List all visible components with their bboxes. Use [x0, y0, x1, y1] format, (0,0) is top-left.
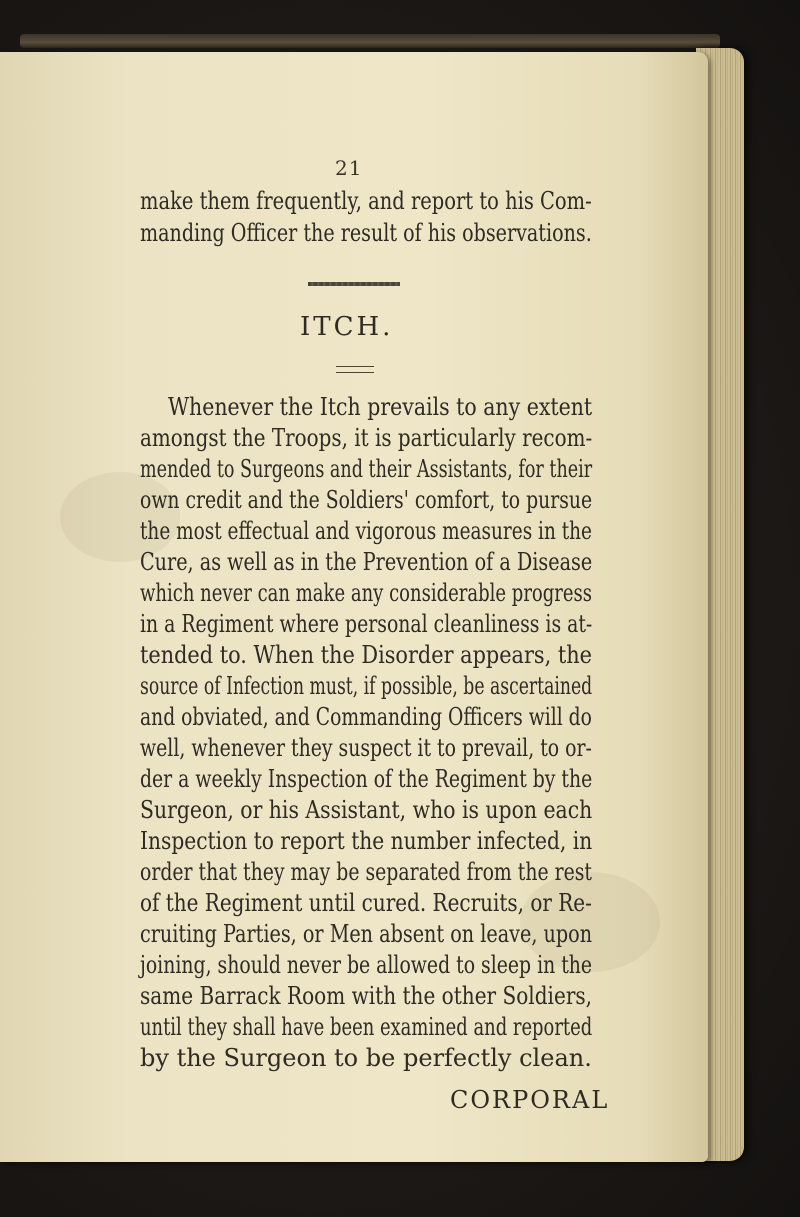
- text-line: until they shall have been examined and reported: [140, 1012, 593, 1041]
- text-line: Surgeon, or his Assistant, who is upon each: [140, 795, 593, 824]
- text-line: own credit and the Soldiers' comfort, to pursue: [140, 485, 593, 514]
- text-line: well, whenever they suspect it to prevail, to or-: [140, 733, 592, 762]
- text-line: of the Regiment until cured. Recruits, or Re-: [140, 888, 592, 917]
- text-line: tended to. When the Disorder appears, the: [140, 640, 592, 669]
- text-line: in a Regiment where personal cleanliness is at-: [140, 609, 593, 638]
- text-line: amongst the Troops, it is particularly recom-: [140, 423, 593, 452]
- text-line: Cure, as well as in the Prevention of a Disease: [140, 547, 593, 576]
- double-rule-divider: [336, 366, 374, 373]
- text-line: cruiting Parties, or Men absent on leave, upon: [140, 919, 593, 948]
- text-line: by the Surgeon to be perfectly clean.: [140, 1043, 592, 1072]
- text-line: Whenever the Itch prevails to any extent: [168, 392, 593, 421]
- text-line: and obviated, and Commanding Officers will do: [140, 702, 592, 731]
- page-number: 21: [335, 156, 363, 180]
- text-line: mended to Surgeons and their Assistants, for their: [140, 454, 593, 483]
- text-line: der a weekly Inspection of the Regiment by the: [140, 764, 593, 793]
- text-line: Inspection to report the number infected, in: [140, 826, 593, 855]
- text-line: make them frequently, and report to his Com-: [140, 186, 592, 215]
- text-line: joining, should never be allowed to sleep in the: [140, 950, 593, 979]
- text-line: order that they may be separated from the rest: [140, 857, 593, 886]
- text-line: the most effectual and vigorous measures in the: [140, 516, 592, 545]
- text-line: same Barrack Room with the other Soldiers,: [140, 981, 593, 1010]
- text-line: source of Infection must, if possible, be ascertained: [140, 671, 593, 700]
- book-top-edge: [20, 34, 720, 48]
- section-heading: ITCH.: [300, 312, 394, 342]
- ornamental-divider: [308, 282, 400, 286]
- text-line: manding Officer the result of his observations.: [140, 218, 592, 247]
- catchword: CORPORAL: [450, 1086, 610, 1114]
- text-line: which never can make any considerable progress: [140, 578, 593, 607]
